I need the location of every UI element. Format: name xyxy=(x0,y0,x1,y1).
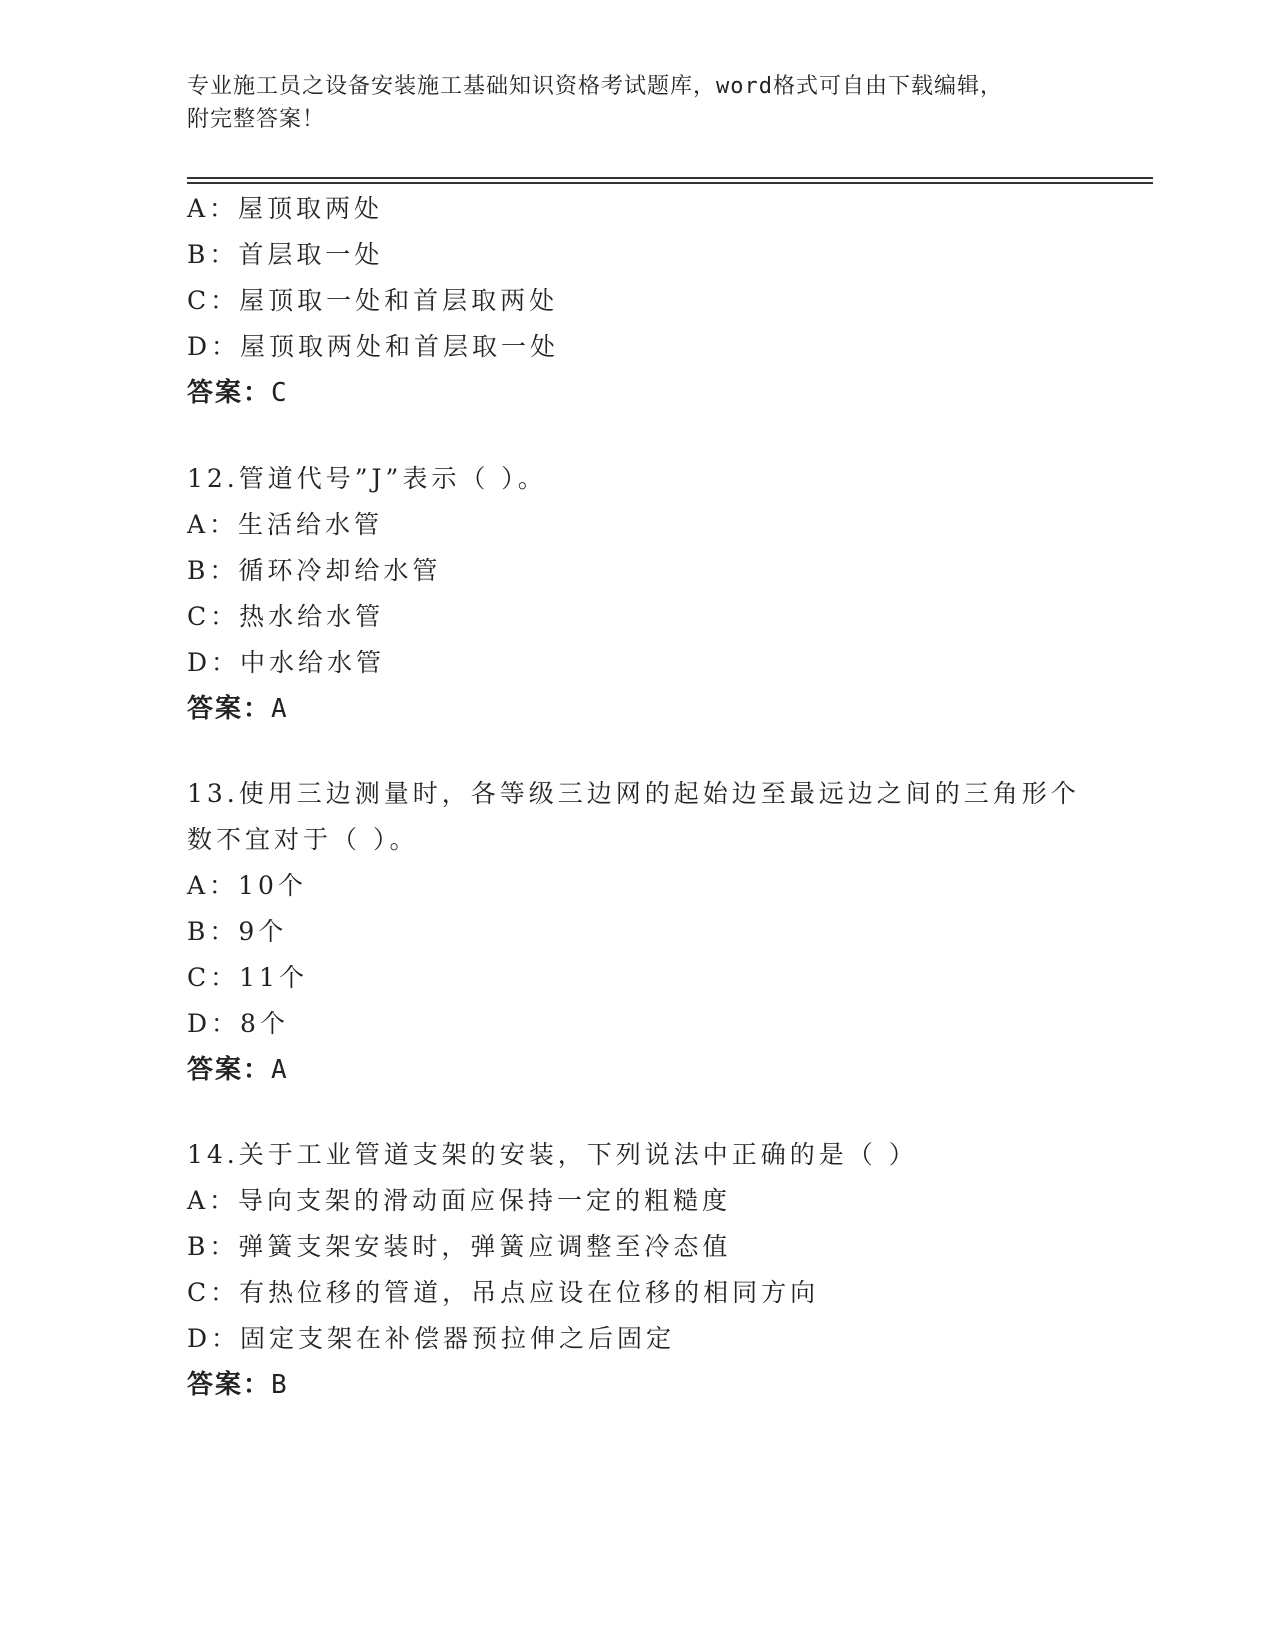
option-b: B：循环冷却给水管 xyxy=(187,556,442,585)
question-12 xyxy=(187,456,1087,732)
header-line-1: 专业施工员之设备安装施工基础知识资格考试题库，word格式可自由下载编辑， xyxy=(187,74,1003,99)
option-c: C：有热位移的管道，吊点应设在位移的相同方向 xyxy=(187,1278,820,1307)
option-d: D：8个 xyxy=(187,1009,289,1038)
question-text-line-2: 数不宜对于（ ）。 xyxy=(187,825,419,854)
question-text-line-1: 13.使用三边测量时，各等级三边网的起始边至最远边之间的三角形个 xyxy=(187,779,1080,808)
option-d: D：屋顶取两处和首层取一处 xyxy=(187,332,560,361)
answer-line xyxy=(187,1362,1087,1408)
answer-value: A xyxy=(271,1055,289,1085)
option-b: B：9个 xyxy=(187,917,288,946)
answer-value: A xyxy=(271,694,289,724)
answer-label: 答案： xyxy=(187,378,272,408)
question-14 xyxy=(187,1132,1087,1408)
option-a: A：生活给水管 xyxy=(187,510,384,539)
option-a: A：导向支架的滑动面应保持一定的粗糙度 xyxy=(187,1186,732,1215)
answer-label: 答案： xyxy=(187,1370,272,1400)
answer-line xyxy=(187,370,1087,416)
option-c: C：热水给水管 xyxy=(187,602,385,631)
answer-label: 答案： xyxy=(187,1055,272,1085)
option-b: B：弹簧支架安装时，弹簧应调整至冷态值 xyxy=(187,1232,732,1261)
question-13 xyxy=(187,771,1087,1093)
document-header xyxy=(187,70,1087,136)
header-line-2: 附完整答案！ xyxy=(187,107,326,132)
option-b: B：首层取一处 xyxy=(187,240,384,269)
option-a: A：屋顶取两处 xyxy=(187,194,384,223)
question-text: 12.管道代号”J”表示（ ）。 xyxy=(187,464,547,493)
answer-label: 答案： xyxy=(187,694,272,724)
header-divider-top xyxy=(187,177,1153,179)
option-d: D：固定支架在补偿器预拉伸之后固定 xyxy=(187,1324,676,1353)
answer-value: B xyxy=(271,1370,289,1400)
option-c: C：屋顶取一处和首层取两处 xyxy=(187,286,559,315)
option-d: D：中水给水管 xyxy=(187,648,386,677)
option-c: C：11个 xyxy=(187,963,308,992)
question-11 xyxy=(187,186,1087,416)
answer-line xyxy=(187,686,1087,732)
header-divider-bottom xyxy=(187,182,1153,184)
answer-line xyxy=(187,1047,1087,1093)
answer-value: C xyxy=(271,378,289,408)
option-a: A：10个 xyxy=(187,871,307,900)
question-text: 14.关于工业管道支架的安装，下列说法中正确的是（ ） xyxy=(187,1140,918,1169)
